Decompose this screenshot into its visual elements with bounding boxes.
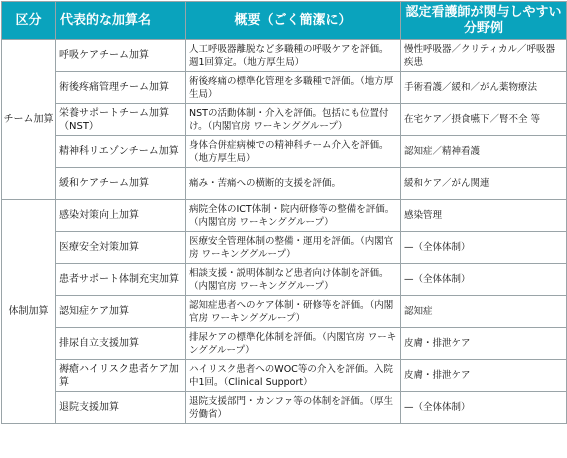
addition-overview: ハイリスク患者へのWOC等の介入を評価。入院中1回。（Clinical Support）	[186, 360, 401, 392]
addition-fields: 手術看護／緩和／がん薬物療法	[401, 72, 567, 104]
category-cell: チーム加算	[2, 40, 56, 200]
addition-name: 患者サポート体制充実加算	[56, 264, 186, 296]
table-row	[2, 168, 567, 200]
addition-overview: 人工呼吸器離脱など多職種の呼吸ケアを評価。週1回算定。（地方厚生局）	[186, 40, 401, 72]
addition-name: 精神科リエゾンチーム加算	[56, 136, 186, 168]
addition-name: 術後疼痛管理チーム加算	[56, 72, 186, 104]
addition-name: 感染対策向上加算	[56, 200, 186, 232]
addition-fields: 感染管理	[401, 200, 567, 232]
table-row	[2, 232, 567, 264]
header-row	[2, 2, 567, 40]
addition-name: 認知症ケア加算	[56, 296, 186, 328]
addition-fields: 認知症	[401, 296, 567, 328]
header-fields-line1: 認定看護師が関与しやすい	[405, 4, 562, 20]
addition-fields: 皮膚・排泄ケア	[401, 328, 567, 360]
table-row	[2, 296, 567, 328]
table-row	[2, 360, 567, 392]
table-row	[2, 264, 567, 296]
category-cell: 体制加算	[2, 200, 56, 424]
addition-overview: 認知症患者へのケア体制・研修等を評価。（内閣官房 ワーキンググループ）	[186, 296, 401, 328]
addition-fields: —（全体体制）	[401, 392, 567, 424]
header-name: 代表的な加算名	[56, 2, 186, 40]
addition-overview: 身体合併症病棟での精神科チーム介入を評価。（地方厚生局）	[186, 136, 401, 168]
addition-overview: NSTの活動体制・介入を評価。包括にも位置付け。（内閣官房 ワーキンググループ）	[186, 104, 401, 136]
addition-name: 呼吸ケアチーム加算	[56, 40, 186, 72]
addition-name: 退院支援加算	[56, 392, 186, 424]
header-fields-line2: 分野例	[463, 20, 503, 36]
addition-fields: 皮膚・排泄ケア	[401, 360, 567, 392]
addition-fields: 認知症／精神看護	[401, 136, 567, 168]
addition-fields: —（全体体制）	[401, 264, 567, 296]
table-row	[2, 104, 567, 136]
table-row	[2, 136, 567, 168]
addition-overview: 退院支援部門・カンファ等の体制を評価。（厚生労働省）	[186, 392, 401, 424]
table-container	[1, 1, 566, 456]
table-row	[2, 40, 567, 72]
addition-name: 緩和ケアチーム加算	[56, 168, 186, 200]
header-overview: 概要（ごく簡潔に）	[186, 2, 401, 40]
table-row	[2, 392, 567, 424]
addition-overview: 排尿ケアの標準化体制を評価。（内閣官房 ワーキンググループ）	[186, 328, 401, 360]
addition-name: 排尿自立支援加算	[56, 328, 186, 360]
addition-name: 褥瘡ハイリスク患者ケア加算	[56, 360, 186, 392]
table-row	[2, 200, 567, 232]
table-row	[2, 72, 567, 104]
addition-fields: 在宅ケア／摂食嚥下／腎不全 等	[401, 104, 567, 136]
header-fields	[401, 2, 567, 40]
header-category: 区分	[2, 2, 56, 40]
table-row	[2, 328, 567, 360]
addition-fields: 慢性呼吸器／クリティカル／呼吸器疾患	[401, 40, 567, 72]
addition-overview: 相談支援・説明体制など患者向け体制を評価。（内閣官房 ワーキンググループ）	[186, 264, 401, 296]
addition-fields: —（全体体制）	[401, 232, 567, 264]
addition-overview: 術後疼痛の標準化管理を多職種で評価。（地方厚生局）	[186, 72, 401, 104]
addition-overview: 医療安全管理体制の整備・運用を評価。（内閣官房 ワーキンググループ）	[186, 232, 401, 264]
addition-name: 医療安全対策加算	[56, 232, 186, 264]
addition-name: 栄養サポートチーム加算（NST）	[56, 104, 186, 136]
addition-overview: 痛み・苦痛への横断的支援を評価。	[186, 168, 401, 200]
addition-overview: 病院全体のICT体制・院内研修等の整備を評価。（内閣官房 ワーキンググループ）	[186, 200, 401, 232]
addition-table	[1, 1, 567, 424]
addition-fields: 緩和ケア／がん関連	[401, 168, 567, 200]
